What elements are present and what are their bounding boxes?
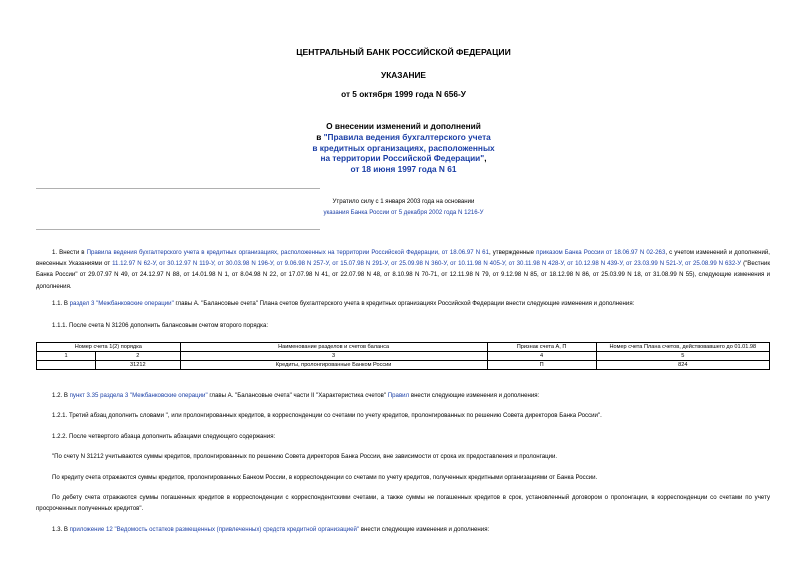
divider-top: [36, 188, 320, 189]
table-cell: 31212: [96, 361, 181, 370]
status-note: [0, 196, 807, 218]
p1-order-link[interactable]: приказом Банка России от 18.06.97 N 02-263: [536, 249, 666, 256]
title-line-4: [0, 153, 807, 164]
p12-rules-link[interactable]: Правил: [387, 392, 410, 399]
quote-paragraph-1: "По счету N 31212 учитываются суммы кредитов, пролонгированных по решению Совета директоров Банка России, вне зависимости от срока их предоставления и пролонгации.: [52, 453, 558, 460]
title-prefix: в: [316, 131, 324, 142]
document-title: [0, 121, 807, 175]
p12-point-link[interactable]: пункт 3.35 раздела 3 "Межбанковские операции": [69, 392, 208, 399]
table-cell: 3: [180, 352, 487, 361]
paragraph-1-2: [36, 390, 770, 401]
quote-paragraph-3: По дебету счета отражаются суммы погашенных кредитов в корреспонденции с корреспондентскими счетами, а также суммы не погашенных кредитов в срок, установленный договором о пролонгации, в корреспонденции со счетами по учету просроченных полученных кредитов".: [36, 494, 770, 513]
paragraph-1-1: [36, 298, 770, 309]
table-cell: 4: [487, 352, 596, 361]
table-cell: 2: [96, 352, 181, 361]
p1-text-g: ("Вестник Банка России" от 29.07.97 N 49, от 24.12.97 N 88, от 14.01.98 N 1, от 8.04.98 N 22, от 17.07.98 N 41, от 22.07.98 N 48, от 8.10.98 N 70-71, от 12.11.98 N 79, от 9.12.98 N 85, от 18.12.98 N 86, от 25.03.99 N 18, от 31.08.99 N 55), следующие изменения и дополнения.: [36, 260, 770, 290]
table-cell: П: [487, 361, 596, 370]
paragraph-1: [36, 247, 770, 292]
paragraph-1-3: [36, 524, 770, 535]
table-cell: Кредиты, пролонгированные Банком России: [180, 361, 487, 370]
issuer-heading: ЦЕНТРАЛЬНЫЙ БАНК РОССИЙСКОЙ ФЕДЕРАЦИИ: [296, 47, 511, 57]
title-comma: ,: [484, 153, 487, 164]
p12-text-e: внести следующие изменения и дополнения:: [409, 392, 540, 399]
p11-text-a: 1.1. В: [52, 300, 70, 307]
p1-rules-link[interactable]: Правила ведения бухгалтерского учета в кредитных организациях, расположенных на территории Российской Федерации, от 18.06.97 N 61: [86, 249, 489, 256]
table-index-row: [37, 352, 770, 361]
table-cell: 1: [37, 352, 96, 361]
title-rules-link[interactable]: "Правила ведения бухгалтерского учета: [323, 131, 491, 142]
table-row: [37, 361, 770, 370]
divider-bottom: [36, 229, 320, 230]
p13-text-a: 1.3. В: [52, 526, 70, 533]
title-rules-date-link[interactable]: от 18 июня 1997 года N 61: [350, 164, 457, 175]
table-header-cell: Наименование разделов и счетов баланса: [180, 343, 487, 352]
table-header-cell: Номер счета Плана счетов, действовавшего до 01.01.98: [596, 343, 769, 352]
status-note-link[interactable]: указания Банка России от 5 декабря 2002 года N 1216-У: [323, 209, 484, 216]
table-header-cell: Номер счета 1(2) порядка: [37, 343, 181, 352]
p12-text-c: главы А. "Балансовые счета" части II "Характеристика счетов": [207, 392, 388, 399]
title-rules-link-line-3[interactable]: в кредитных организациях, расположенных: [312, 142, 495, 153]
p11-text-c: главы А. "Балансовые счета" Плана счетов бухгалтерского учета в кредитных организациях Российской Федерации внести следующие изменения и дополнения:: [173, 300, 635, 307]
quote-paragraph-2: По кредиту счета отражаются суммы кредитов, пролонгированных Банком России, в корреспонденции со счетами по учету кредитов, полученных кредитными организациями от Банка России.: [52, 474, 598, 481]
paragraph-1-1-1: 1.1.1. После счета N 31206 дополнить балансовым счетом второго порядка:: [52, 322, 269, 329]
table-header-row: [37, 343, 770, 352]
doc-date-heading: от 5 октября 1999 года N 656-У: [341, 89, 466, 99]
title-rules-link-line-4[interactable]: на территории Российской Федерации": [320, 153, 485, 164]
table-header-cell: Признак счета А, П: [487, 343, 596, 352]
table-cell: 824: [596, 361, 769, 370]
doc-type-heading: УКАЗАНИЕ: [381, 70, 426, 80]
accounts-table: [36, 342, 770, 370]
p13-appendix-link[interactable]: приложение 12 "Ведомость остатков размещенных (привлеченных) средств кредитной организацией": [69, 526, 360, 533]
status-note-text: Утратило силу с 1 января 2003 года на основании: [332, 198, 475, 205]
paragraph-1-2-2: 1.2.2. После четвертого абзаца дополнить абзацами следующего содержания:: [52, 433, 276, 440]
p11-section-link[interactable]: раздел 3 "Межбанковские операции": [69, 300, 174, 307]
p1-text-e: , с учетом изменений и дополнений, внесенных Указаниями от: [36, 249, 770, 268]
p12-text-a: 1.2. В: [52, 392, 70, 399]
p1-amendments-link[interactable]: 11.12.97 N 62-У, от 30.12.97 N 119-У, от 30.03.98 N 196-У, от 9.06.98 N 257-У, от 15.07.98 N 291-У, от 25.09.98 N 360-У, от 10.11.98 N 405-У, от 30.11.98 N 428-У, от 10.12.98 N 439-У, от 23.03.99 N 521-У, от 25.08.99 N 632-У: [112, 260, 742, 268]
p1-text-c: , утвержденные: [488, 249, 537, 256]
p13-text-c: внести следующие изменения и дополнения:: [359, 526, 490, 533]
table-cell: [37, 361, 96, 370]
table-cell: 5: [596, 352, 769, 361]
title-line-1: О внесении изменений и дополнений: [326, 121, 481, 131]
title-line-2: [0, 132, 807, 143]
paragraph-1-2-1: 1.2.1. Третий абзац дополнить словами ", или пролонгированных кредитов, в корреспонденции со счетами по учету кредитов, пролонгированных по решению Совета директоров Банка России".: [52, 412, 602, 419]
p1-text-a: 1. Внести в: [52, 249, 87, 256]
